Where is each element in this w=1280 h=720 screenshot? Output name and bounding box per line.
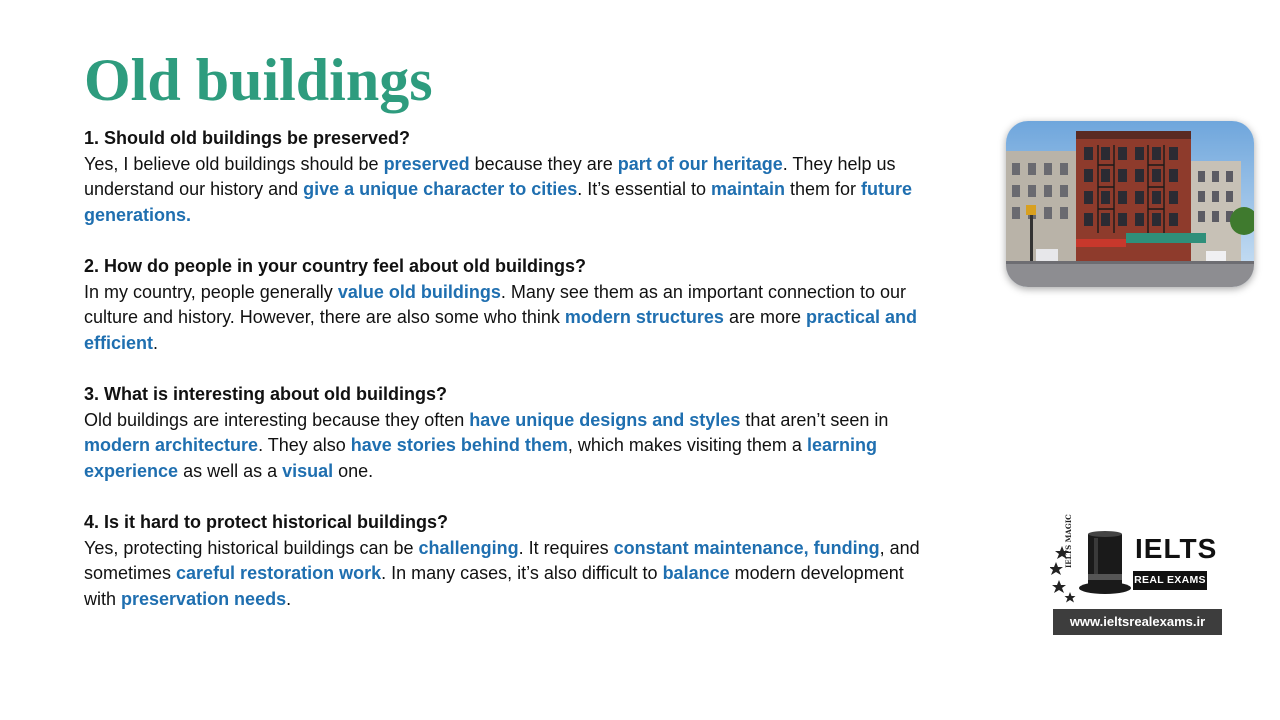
answer-segment: . [286, 588, 292, 609]
highlighted-phrase: maintain [710, 179, 785, 200]
answer-segment: them for [785, 179, 862, 200]
highlighted-phrase: learning experience [84, 435, 877, 481]
question-text: 4. Is it hard to protect historical buildings? [84, 511, 449, 532]
qa-list [84, 126, 929, 638]
highlighted-phrase: careful restoration work [176, 563, 382, 584]
highlighted-phrase: have unique designs and styles [469, 409, 741, 430]
answer-segment: . It requires [518, 537, 614, 558]
website-url[interactable]: www.ieltsrealexams.ir [1053, 609, 1222, 635]
ielts-real-exams-logo [1050, 514, 1225, 636]
old-buildings-photo [1006, 121, 1254, 287]
answer-segment: as well as a [178, 460, 283, 481]
highlighted-phrase: future generations. [84, 179, 913, 225]
answer-segment: . In many cases, it’s also difficult to [381, 563, 663, 584]
answer-segment: because they are [469, 153, 618, 174]
qa-item-2 [84, 254, 929, 356]
answer-text [84, 408, 929, 485]
answer-text [84, 152, 929, 229]
highlighted-phrase: modern structures [564, 307, 724, 328]
answer-segment: . They also [258, 435, 351, 456]
highlighted-phrase: give a unique character to cities [303, 179, 578, 200]
question-text: 2. How do people in your country feel about old buildings? [84, 255, 587, 276]
answer-segment: are more [723, 307, 806, 328]
answer-segment: , which makes visiting them a [567, 435, 807, 456]
highlighted-phrase: have stories behind them [350, 435, 568, 456]
qa-item-3 [84, 382, 929, 484]
highlighted-phrase: visual [282, 460, 334, 481]
answer-segment: . [153, 332, 159, 353]
magic-hat-icon [1050, 528, 1132, 608]
page-title: Old buildings [84, 47, 433, 113]
answer-segment: one. [333, 460, 374, 481]
answer-segment: that aren’t seen in [740, 409, 889, 430]
highlighted-phrase: value old buildings [337, 281, 501, 302]
logo-wordmark: IELTS [1135, 533, 1218, 564]
highlighted-phrase: challenging [418, 537, 519, 558]
answer-text [84, 280, 929, 357]
highlighted-phrase: preservation needs [121, 588, 287, 609]
highlighted-phrase: constant maintenance, funding [613, 537, 880, 558]
question-text: 1. Should old buildings be preserved? [84, 128, 411, 148]
logo-arc-text: IELTS MAGIC [1064, 514, 1073, 568]
answer-segment: Yes, I believe old buildings should be [84, 153, 384, 174]
qa-item-1 [84, 126, 929, 228]
highlighted-phrase: preserved [383, 153, 470, 174]
highlighted-phrase: modern architecture [84, 435, 259, 456]
answer-segment: Yes, protecting historical buildings can be [84, 537, 419, 558]
answer-segment: , and sometimes [84, 537, 920, 584]
highlighted-phrase: balance [662, 563, 730, 584]
question-text: 3. What is interesting about old buildings? [84, 383, 447, 404]
answer-segment: In my country, people generally [84, 281, 338, 302]
answer-segment: Old buildings are interesting because they often [84, 409, 470, 430]
answer-segment: modern development with [84, 563, 904, 609]
answer-segment: . It’s essential to [577, 179, 711, 200]
qa-item-4 [84, 510, 929, 612]
answer-segment: . They help us understand our history and [84, 153, 896, 200]
highlighted-phrase: part of our heritage [617, 153, 783, 174]
answer-text [84, 536, 929, 613]
highlighted-phrase: practical and efficient [84, 307, 918, 353]
answer-segment: . Many see them as an important connection to our culture and history. However, there are also some who think [84, 281, 907, 328]
logo-subtitle: REAL EXAMS [1133, 571, 1207, 590]
